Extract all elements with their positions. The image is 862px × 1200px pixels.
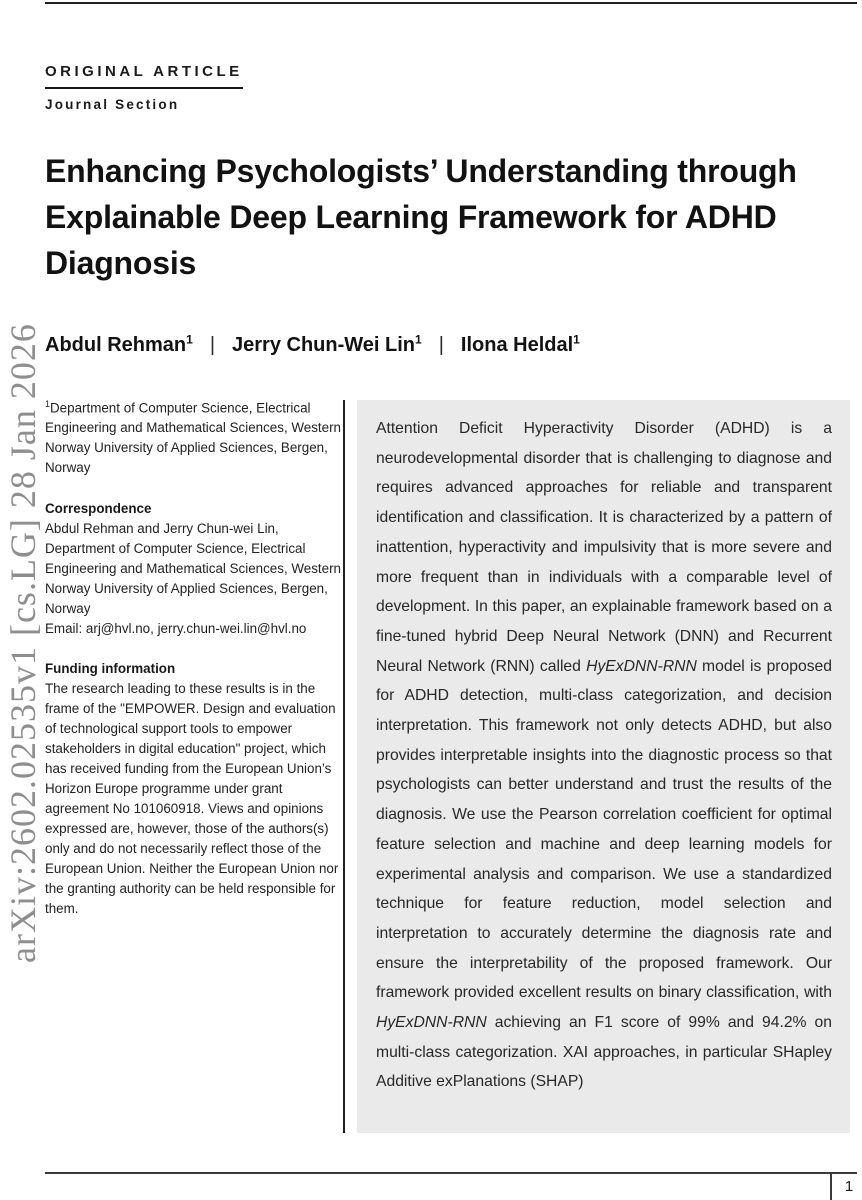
footer-tick bbox=[830, 1172, 832, 1200]
author-name bbox=[232, 334, 422, 356]
funding-heading: Funding information bbox=[45, 661, 176, 677]
correspondence-email: Email: arj@hvl.no, jerry.chun-wei.lin@hvl.no bbox=[45, 621, 307, 637]
author-affiliation-mark: 1 bbox=[573, 332, 580, 346]
author-name bbox=[461, 334, 580, 356]
author-separator: | bbox=[438, 333, 444, 356]
footer-rule bbox=[45, 1172, 857, 1174]
correspondence-heading: Correspondence bbox=[45, 501, 152, 517]
paper-title: Enhancing Psychologists’ Understanding through Explainable Deep Learning Framework for ADHD Diagnosis bbox=[45, 153, 797, 281]
author-name-text: Ilona Heldal bbox=[460, 333, 574, 356]
model-name-italic: HyExDNN-RNN bbox=[586, 657, 697, 675]
page-number: 1 bbox=[844, 1178, 854, 1195]
author-list bbox=[45, 332, 580, 357]
affiliation-text: Department of Computer Science, Electrical Engineering and Mathematical Sciences, Western Norway University of Applied Sciences, Bergen, Norway bbox=[45, 400, 341, 476]
affiliation-mark: 1 bbox=[45, 399, 51, 409]
correspondence-text: Abdul Rehman and Jerry Chun-wei Lin, Department of Computer Science, Electrical Engineering and Mathematical Sciences, Western Norway University of Applied Sciences, Bergen, Norway bbox=[45, 521, 341, 617]
article-type-label: ORIGINAL ARTICLE bbox=[45, 63, 243, 89]
author-name-text: Abdul Rehman bbox=[45, 333, 187, 356]
affiliation bbox=[45, 394, 345, 478]
author-affiliation-mark: 1 bbox=[415, 332, 422, 346]
author-affiliation-mark: 1 bbox=[186, 332, 193, 346]
author-name bbox=[45, 334, 193, 356]
abstract-segment: Attention Deficit Hyperactivity Disorder (ADHD) is a neurodevelopmental disorder that is challenging to diagnose and requires advanced approaches for reliable and transparent identification and classification. It is characterized by a pattern of inattention, hyperactivity and impulsivity that is more severe and more frequent than in individuals with a comparable level of development. In this paper, an explainable framework based on a fine-tuned hybrid Deep Neural Network (DNN) and Recurrent Neural Network (RNN) called bbox=[376, 420, 832, 675]
abstract-segment: model is proposed for ADHD detection, multi-class categorization, and decision interpretation. This framework not only detects ADHD, but also provides interpretable insights into the diagnostic process so that psychologists can better understand and trust the results of the diagnosis. We use the Pearson correlation coefficient for optimal feature selection and machine and deep learning models for experimental analysis and comparison. We use a standardized technique for feature reduction, model selection and interpretation to accurately determine the diagnosis rate and ensure the interpretability of the proposed framework. Our framework provided excellent results on binary classification, with bbox=[376, 657, 832, 1002]
abstract-segment: achieving an F1 score of 99% and 94.2% on multi-class categorization. XAI approaches, in particular SHapley Additive exPlanations (SHAP) bbox=[376, 1014, 832, 1091]
journal-section-label: Journal Section bbox=[45, 97, 180, 112]
sidebar bbox=[45, 394, 345, 919]
column-divider bbox=[343, 400, 345, 1133]
funding-text: The research leading to these results is in the frame of the "EMPOWER. Design and evaluation of technological support tools to empower stakeholders in digital education" project, which has received funding from the European Union’s Horizon Europe programme under grant agreement No 101060918. Views and opinions expressed are, however, those of the authors(s) only and do not necessarily reflect those of the European Union. Neither the European Union nor the granting authority can be held responsible for them. bbox=[45, 681, 339, 917]
model-name-italic: HyExDNN-RNN bbox=[376, 1014, 487, 1032]
abstract-box bbox=[357, 400, 850, 1133]
top-rule bbox=[45, 2, 857, 4]
author-separator: | bbox=[209, 333, 216, 356]
arxiv-watermark: arXiv:2602.02535v1 [cs.LG] 28 Jan 2026 bbox=[3, 323, 43, 963]
abstract-text bbox=[376, 414, 832, 1097]
author-name-text: Jerry Chun-Wei Lin bbox=[232, 333, 416, 356]
